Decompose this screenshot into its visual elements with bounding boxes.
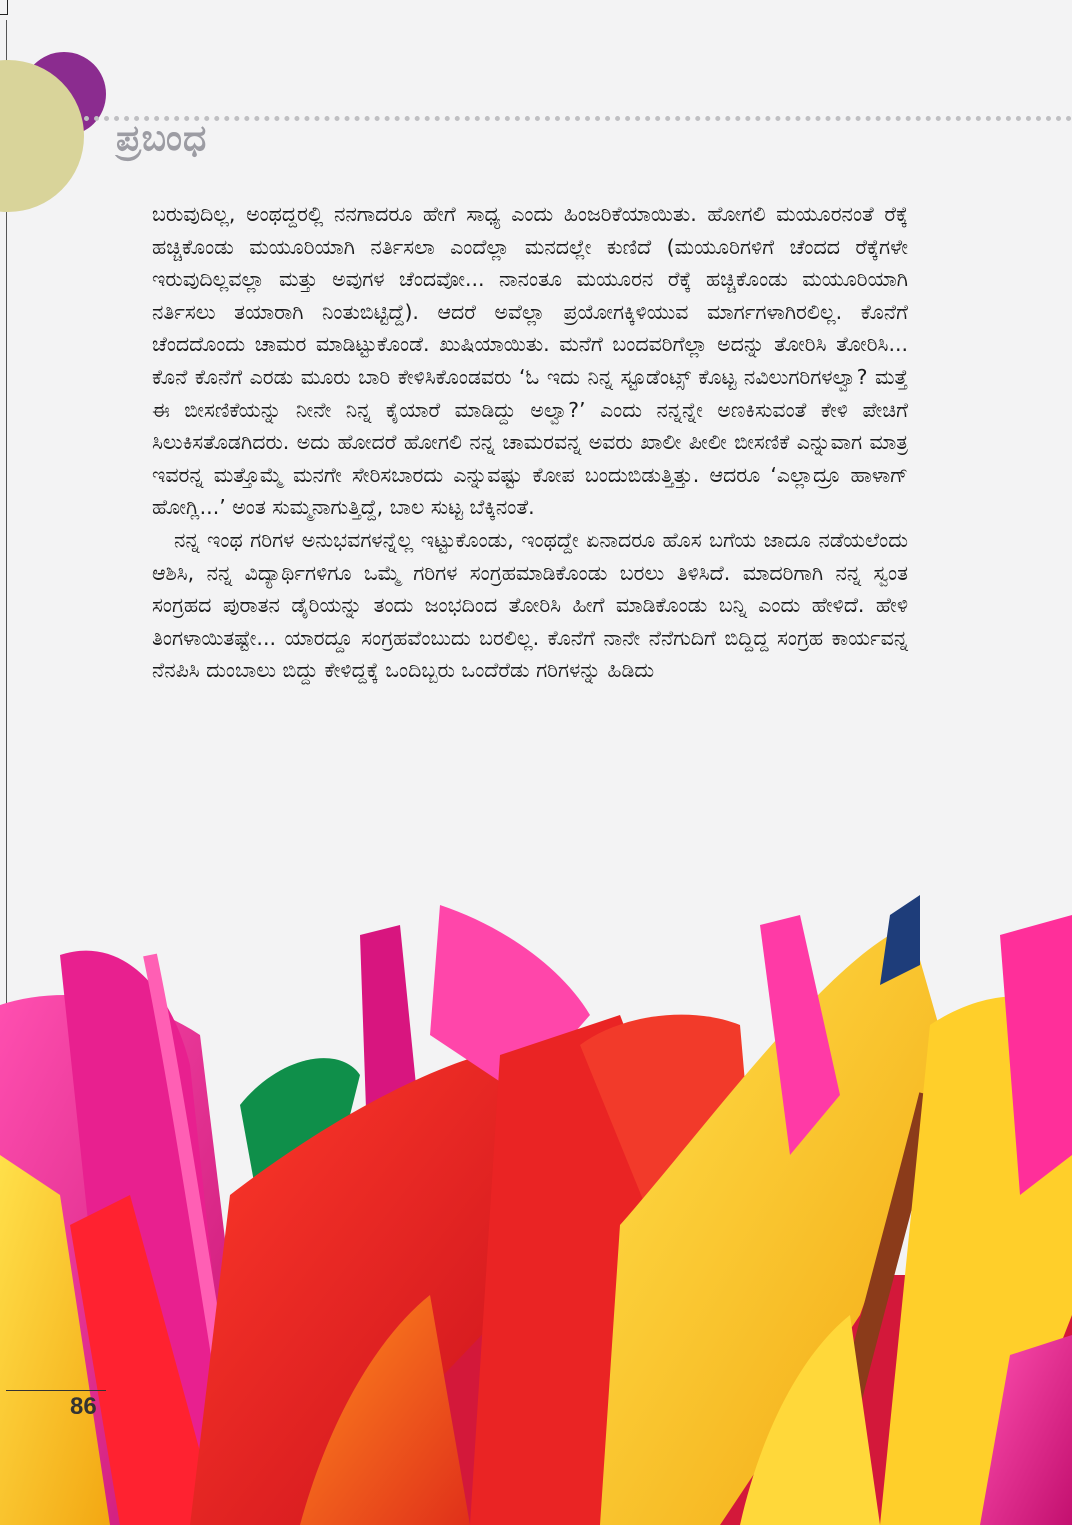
page-number: 86 xyxy=(70,1393,97,1420)
crop-mark-horizontal xyxy=(0,14,8,15)
article-body xyxy=(152,198,908,687)
section-title: ಪ್ರಬಂಧ xyxy=(116,118,208,159)
crop-mark xyxy=(0,0,8,14)
paragraph: ನನ್ನ ಇಂಥ ಗರಿಗಳ ಅನುಭವಗಳನ್ನೆಲ್ಲ ಇಟ್ಟುಕೊಂಡು, ಇಂಥದ್ದೇ ಏನಾದರೂ ಹೊಸ ಬಗೆಯ ಜಾದೂ ನಡೆಯಲೆಂದು ಆಶಿಸಿ, ನನ್ನ ವಿದ್ಯಾರ್ಥಿಗಳಿಗೂ ಒಮ್ಮೆ ಗರಿಗಳ ಸಂಗ್ರಹಮಾಡಿಕೊಂಡು ಬರಲು ತಿಳಿಸಿದೆ. ಮಾದರಿಗಾಗಿ ನನ್ನ ಸ್ವಂತ ಸಂಗ್ರಹದ ಪುರಾತನ ಡೈರಿಯನ್ನು ತಂದು ಜಂಭದಿಂದ ತೋರಿಸಿ ಹೀಗೆ ಮಾಡಿಕೊಂಡು ಬನ್ನಿ ಎಂದು ಹೇಳಿದೆ. ಹೇಳಿ ತಿಂಗಳಾಯಿತಷ್ಟೇ... ಯಾರದ್ದೂ ಸಂಗ್ರಹವೆಂಬುದು ಬರಲಿಲ್ಲ. ಕೊನೆಗೆ ನಾನೇ ನೆನೆಗುದಿಗೆ ಬಿದ್ದಿದ್ದ ಸಂಗ್ರಹ ಕಾರ್ಯವನ್ನ ನೆನಪಿಸಿ ದುಂಬಾಲು ಬಿದ್ದು ಕೇಳಿದ್ದಕ್ಕೆ ಒಂದಿಬ್ಬರು ಒಂದೆರೆಡು ಗರಿಗಳನ್ನು ಹಿಡಿದು xyxy=(152,527,908,683)
paragraph: ಬರುವುದಿಲ್ಲ, ಅಂಥದ್ದರಲ್ಲಿ ನನಗಾದರೂ ಹೇಗೆ ಸಾಧ್ಯ ಎಂದು ಹಿಂಜರಿಕೆಯಾಯಿತು. ಹೋಗಲಿ ಮಯೂರನಂತೆ ರೆಕ್ಕೆ ಹಚ್ಚಿಕೊಂಡು ಮಯೂರಿಯಾಗಿ ನರ್ತಿಸಲಾ ಎಂದೆಲ್ಲಾ ಮನದಲ್ಲೇ ಕುಣಿದೆ (ಮಯೂರಿಗಳಿಗೆ ಚೆಂದದ ರೆಕ್ಕೆಗಳೇ ಇರುವುದಿಲ್ಲವಲ್ಲಾ ಮತ್ತು ಅವುಗಳ ಚೆಂದವೋ... ನಾನಂತೂ ಮಯೂರನ ರೆಕ್ಕೆ ಹಚ್ಚಿಕೊಂಡು ಮಯೂರಿಯಾಗಿ ನರ್ತಿಸಲು ತಯಾರಾಗಿ ನಿಂತುಬಿಟ್ಟಿದ್ದೆ). ಆದರೆ ಅವೆಲ್ಲಾ ಪ್ರಯೋಗಕ್ಕಿಳಿಯುವ ಮಾರ್ಗಗಳಾಗಿರಲಿಲ್ಲ. ಕೊನೆಗೆ ಚೆಂದದೊಂದು ಚಾಮರ ಮಾಡಿಟ್ಟುಕೊಂಡೆ. ಖುಷಿಯಾಯಿತು. ಮನೆಗೆ ಬಂದವರಿಗೆಲ್ಲಾ ಅದನ್ನು ತೋರಿಸಿ ತೋರಿಸಿ... ಕೊನೆ ಕೊನೆಗೆ ಎರಡು ಮೂರು ಬಾರಿ ಕೇಳಿಸಿಕೊಂಡವರು ‘ಓ ಇದು ನಿನ್ನ ಸ್ಟೂಡೆಂಟ್ಸ್ ಕೊಟ್ಟ ನವಿಲುಗರಿಗಳಲ್ವಾ? ಮತ್ತೆ ಈ ಬೀಸಣಿಕೆಯನ್ನು ನೀನೇ ನಿನ್ನ ಕೈಯಾರೆ ಮಾಡಿದ್ದು ಅಲ್ವಾ?’ ಎಂದು ನನ್ನನ್ನೇ ಅಣಕಿಸುವಂತೆ ಕೇಳಿ ಪೇಚಿಗೆ ಸಿಲುಕಿಸತೊಡಗಿದರು. ಅದು ಹೋದರೆ ಹೋಗಲಿ ನನ್ನ ಚಾಮರವನ್ನ ಅವರು ಖಾಲೀ ಪೀಲೀ ಬೀಸಣಿಕೆ ಎನ್ನುವಾಗ ಮಾತ್ರ ಇವರನ್ನ ಮತ್ತೊಮ್ಮೆ ಮನಗೇ ಸೇರಿಸಬಾರದು ಎನ್ನುವಷ್ಟು ಕೋಪ ಬಂದುಬಿಡುತ್ತಿತ್ತು. ಆದರೂ ‘ಎಲ್ಲಾದ್ರೂ ಹಾಳಾಗ್ ಹೋಗ್ಲಿ...’ ಅಂತ ಸುಮ್ಮನಾಗುತ್ತಿದ್ದೆ, ಬಾಲ ಸುಟ್ಟ ಬೆಕ್ಕಿನಂತೆ. xyxy=(152,202,908,520)
page-number-rule xyxy=(6,1390,106,1391)
dotted-header-rule xyxy=(84,116,1072,121)
colorful-feathers-image xyxy=(0,895,1072,1525)
